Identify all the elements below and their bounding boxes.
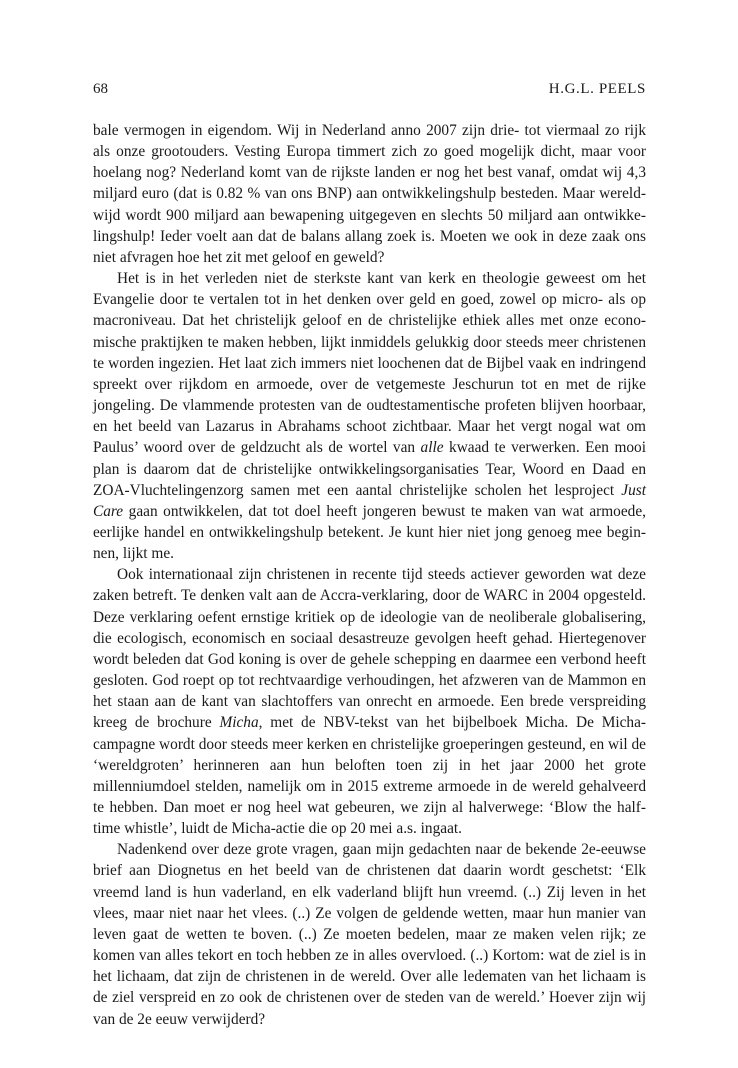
text-segment: bale vermogen in eigendom. Wij in Nederland anno 2007 zijn drie- tot viermaal zo rijk als onze grootouders. Vesting Europa timmert zich zo goed mogelijk dicht, maar voor hoelang nog? Nederland komt van de rijkste landen er nog het best vanaf, omdat wij 4,3 miljard euro (dat is 0.82 % van ons BNP) aan ontwikkelingshulp besteden. Maar wereldwijd wordt 900 miljard aan bewapening uitgegeven en slechts 50 miljard aan ontwikkelingshulp! Ieder voelt aan dat de balans allang zoek is. Moeten we ook in deze zaak ons niet afvragen hoe het zit met geloof en geweld? <box>93 122 646 266</box>
page-number: 68 <box>93 81 108 97</box>
text-segment: Het is in het verleden niet de sterkste kant van kerk en theologie geweest om het Evangelie door te vertalen tot in het denken over geld en goed, zowel op micro- als op macroniveau. Dat het christelijk geloof en de christelijke ethiek alles met onze economische praktijken te maken hebben, lijkt inmiddels gelukkig door steeds meer christenen te worden ingezien. Het laat zich immers niet loochenen dat de Bijbel vaak en indringend spreekt over rijkdom en armoede, over de vetgemeste Jeschurun tot en met de rijke jongeling. De vlammende protesten van de oudtestamentische profeten blijven hoorbaar, en het beeld van Lazarus in Abrahams schoot zichtbaar. Maar het vergt nogal wat om Paulus’ woord over de geldzucht als de wortel van <box>93 270 646 457</box>
body-text <box>93 120 646 1030</box>
text-segment: Ook internationaal zijn christenen in recente tijd steeds actiever geworden wat deze zaken betreft. Te denken valt aan de Accra-verklaring, door de WARC in 2004 opgesteld. Deze verklaring oefent ernstige kritiek op de ideologie van de neoliberale globalisering, die ecologisch, economisch en sociaal desastreuze gevolgen heeft gehad. Hiertegenover wordt beleden dat God koning is over de gehele schepping en daarmee een verbond heeft gesloten. God roept op tot rechtvaardige verhoudingen, het afzweren van de Mammon en het staan aan de kant van slachtoffers van onrecht en armoede. Een brede verspreiding kreeg de brochure <box>93 566 646 732</box>
emphasis-micha: Micha <box>219 714 259 732</box>
emphasis-just-care: Just Care <box>93 481 646 520</box>
running-header <box>93 79 646 99</box>
text-segment: gaan ontwikkelen, dat tot doel heeft jongeren bewust te maken van wat armoede, eerlijke handel en ontwikkelingshulp betekent. Je kunt hier niet jong genoeg mee beginnen, lijkt me. <box>93 502 646 563</box>
book-page <box>93 0 646 1068</box>
paragraph-3 <box>93 564 646 839</box>
text-segment: Nadenkend over deze grote vragen, gaan mijn gedachten naar de bekende 2e-eeuwse brief aan Diognetus en het beeld van de christenen dat daarin wordt geschetst: ‘Elk vreemd land is hun vaderland, en elk vaderland blijft hun vreemd. (..) Zij leven in het vlees, maar niet naar het vlees. (..) Ze volgen de geldende wetten, maar hun manier van leven gaat de wetten te boven. (..) Ze moeten bedelen, maar ze maken velen rijk; ze komen van alles tekort en toch hebben ze in alles overvloed. (..) Kortom: wat de ziel is in het lichaam, dat zijn de christenen in de wereld. Over alle ledematen van het lichaam is de ziel verspreid en zo ook de christenen over de steden van de wereld.’ Hoever zijn wij van de 2e eeuw verwijderd? <box>93 841 646 1028</box>
paragraph-2 <box>93 268 646 564</box>
emphasis-alle: alle <box>420 439 444 457</box>
paragraph-1 <box>93 120 646 268</box>
text-segment: , met de NBV-tekst van het bijbelboek Micha. De Micha-campagne wordt door steeds meer kerken en christelijke groeperingen gesteund, en wil de ‘wereldgroten’ herinneren aan hun beloften toen zij in het jaar 2000 het grote millenniumdoel stelden, namelijk om in 2015 extreme armoede in de wereld gehalveerd te hebben. Dan moet er nog heel wat gebeuren, we zijn al halverwege: ‘Blow the half-time whistle’, luidt de Micha-actie die op 20 mei a.s. ingaat. <box>93 714 646 838</box>
text-segment: kwaad te verwerken. Een mooi plan is daarom dat de christelijke ontwikkelingsorganisaties Tear, Woord en Daad en ZOA-Vluchtelingenzorg samen met een aantal christelijke scholen het lesproject <box>93 439 646 499</box>
running-head-author: H.G.L. PEELS <box>548 81 646 97</box>
paragraph-4 <box>93 839 646 1029</box>
